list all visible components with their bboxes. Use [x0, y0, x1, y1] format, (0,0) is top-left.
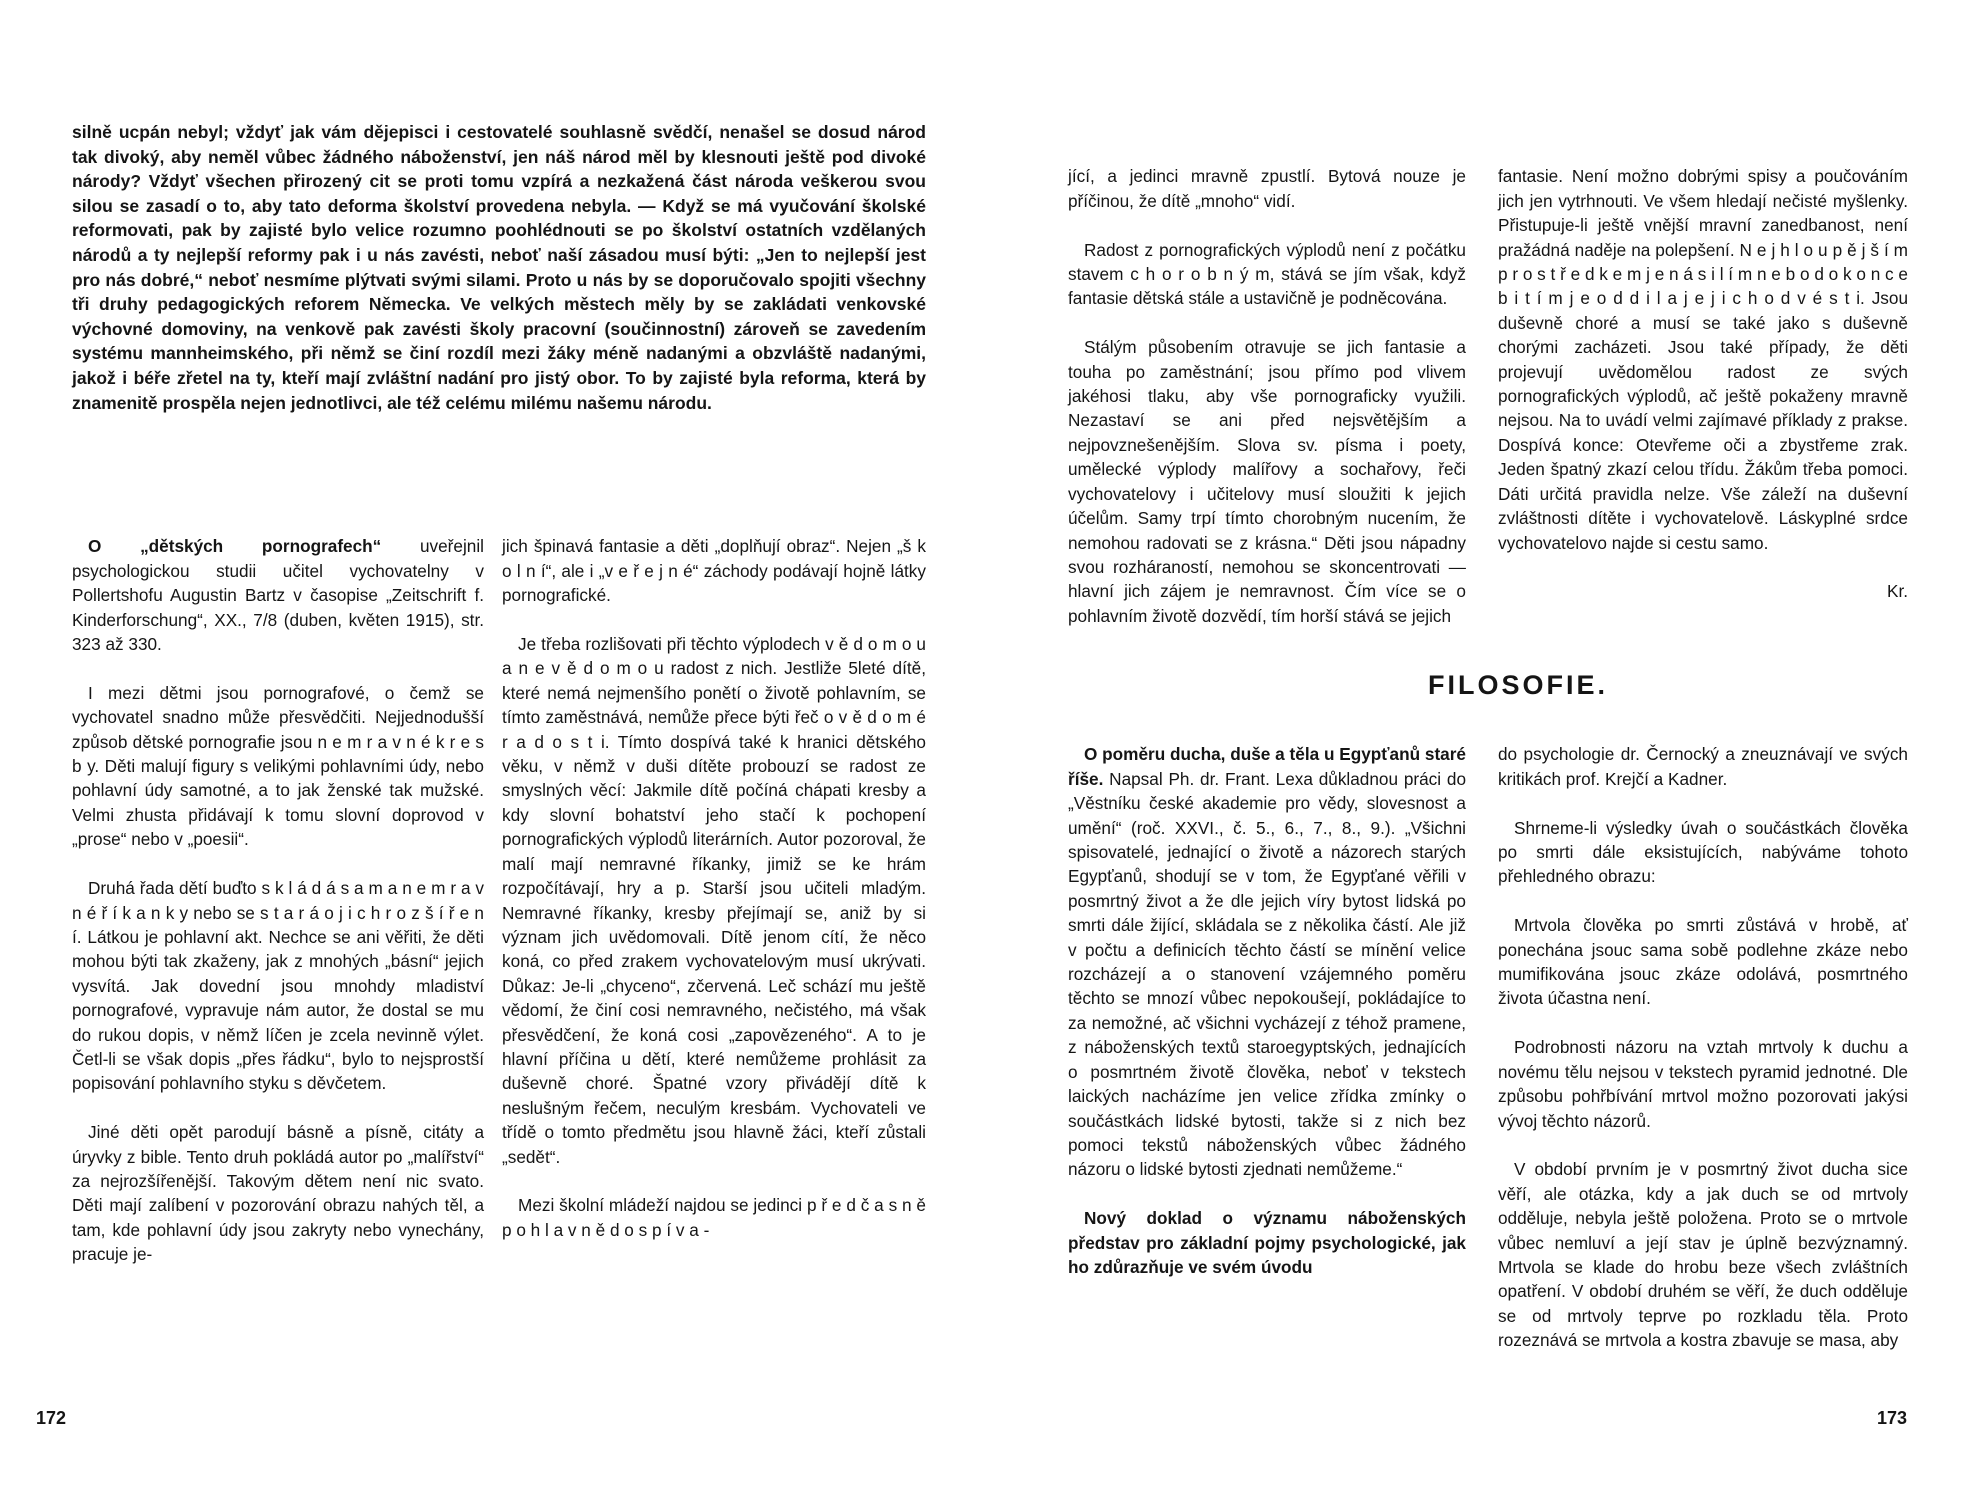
- paragraph: jící, a jedinci mravně zpustlí. Bytová nouze je příčinou, že dítě „mnoho“ vidí.: [1068, 166, 1466, 211]
- article-text: Napsal Ph. dr. Frant. Lexa důkladnou práci do „Věstníku české akademie pro vědy, slovesnost a umění“ (roč. XXVI., č. 5., 6., 7., 8., 9.). „Všichni spisovatelé, jednající o životě a názorech starých Egypťanů, shodují se v tom, že Egypťané věřili v posmrtný život a že dle jejich víry bytost lidská po smrti dále žijící, skládala se z několika částí. Ale již v počtu a definicích těchto částí se mínění velice rozcházejí a o stanovení vzájemného poměru těchto se mnozí vůbec nepokoušejí, pokládajíce to za nemožné, ač všichni vycházejí z téhož pramene, z náboženských textů staroegyptských, jednajících o posmrtném životě člověka, neboť v tekstech laických nacházíme jen velice zřídka zmínky o součástkách lidské bytosti, takže si z nich bez pomoci tekstů náboženských vůbec žádného názoru o lidské bytosti zjednati nemůžeme.“: [1068, 768, 1466, 1180]
- left-column-1: [72, 510, 484, 1291]
- paragraph: Druhá řada dětí buďto s k l á d á s a m a n e m r a v n é ř í k a n k y nebo se s t a r á o j i c h r o z š í ř e n í. Látkou je pohlavní akt. Nechce se ani věřiti, že děti mohou býti tak zkaženy, jak z mnohých „básní“ jejich vysvítá. Jak dovední jsou mnohdy mladiství pornografové, vypravuje nám autor, že dostal se mu do rukou dopis, v němž líčen je zcela nevinně výlet. Četl-li se však dopis „přes řádku“, bylo to nejsprostší popisování pohlavního styku s děvčetem.: [72, 878, 484, 1094]
- paragraph: Mrtvola člověka po smrti zůstává v hrobě, ať ponechána jsouc sama sobě podlehne zkáze nebo mumifikována jsouc zkáze odolává, posmrtného života účastna není.: [1498, 915, 1908, 1009]
- left-column-2: [502, 510, 926, 1267]
- paragraph: Je třeba rozlišovati při těchto výplodech v ě d o m o u a n e v ě d o m o u radost z nich. Jestliže 5leté dítě, které nemá nejmenšího ponětí o životě pohlavním, se tímto zaměstnává, nemůže přece býti řeč o v ě d o m é r a d o s t i. Tímto dospívá také k hranici dětského věku, v němž v duši dítěte probouzí se radost ze smyslných věcí: Jakmile dítě počíná chápati kresby a kdy slovní bohatství jeho stačí k pochopení pornografických výplodů literárních. Autor pozoroval, že malí mají nemravné říkanky, jimiž se ke hrám rozpočítávají, hry a p. Starší jsou učiteli mladým. Nemravné říkanky, kresby přejímají se, aniž by si význam jich uvědomovali. Dítě jenom cítí, že něco koná, co před zrakem vychovatelovým musí ukrývati. Důkaz: Je-li „chyceno“, zčervená. Leč schází mu ještě vědomí, že činí cosi nemravného, nečistého, má však přesvědčení, že koná cosi „zapovězeného“. A to je hlavní příčina u dětí, které nemůžeme prohlásit za duševně choré. Špatné vzory přivádějí dítě k neslušným řečem, neculým kresbám. Vychovateli ve třídě o tomto předmětu jsou hlavně žáci, kteří zůstali „sedět“.: [502, 634, 926, 1167]
- article-paragraph: [72, 534, 484, 656]
- right-column-4: [1498, 718, 1908, 1377]
- page-number: 173: [1877, 1408, 1908, 1428]
- paragraph: Radost z pornografických výplodů není z počátku stavem c h o r o b n ý m, stává se jím však, když fantasie dětská stále a ustavičně je podněcována.: [1068, 239, 1466, 309]
- page-number: 172: [36, 1408, 67, 1428]
- article-paragraph: [1068, 742, 1466, 1181]
- section-heading: FILOSOFIE.: [1428, 670, 1609, 700]
- paragraph: Shrneme-li výsledky úvah o součástkách člověka po smrti dále eksistujících, nabýváme tohoto přehledného obrazu:: [1498, 817, 1908, 887]
- intro-paragraph: silně ucpán nebyl; vždyť jak vám dějepisci i cestovatelé souhlasně svědčí, nenašel se dosud národ tak divoký, aby neměl vůbec žádného náboženství, jen náš národ měl by klesnouti ještě pod divoké národy? Vždyť všechen přirozený cit se proti tomu vzpírá a nezkažená část národa veškerou svou silou se zasadí o to, aby tato deforma školství provedena nebyla. — Když se má vyučování školské reformovati, pak by zajisté bylo velice rozumno poohlédnouti se po školství ostatních vzdělaných národů a ty nejlepší reformy pak i u nás zavésti, neboť naší zásadou musí býti: „Jen to nejlepší jest pro nás dobré,“ neboť nesmíme plýtvati svými silami. Proto u nás by se doporučovalo spojiti všechny tři druhy pedagogických reforem Německa. Ve velkých městech měly by se zakládati venkovské výchovné domoviny, na venkově pak zavésti školy pracovní (součinnostní) zároveň se zavedením systému mannheimského, při němž se činí rozdíl mezi žáky méně nadanými a obzvláště nadanými, jakož i béře zřetel na ty, kteří mají zvláštní nadání pro jistý obor. To by zajisté byla reforma, která by znamenitě prospěla nejen jednotlivci, ale též celému milému našemu národu.: [72, 122, 926, 413]
- right-column-2: [1498, 140, 1908, 628]
- signature: Kr.: [1886, 581, 1908, 602]
- article-title-bold: O poměru ducha, duše a těla u Egypťanů staré říše.: [1068, 744, 1466, 789]
- paragraph: Nový doklad o významu náboženských představ pro základní pojmy psychologické, jak ho zdůrazňuje ve svém úvodu: [1068, 1208, 1466, 1277]
- paragraph: fantasie. Není možno dobrými spisy a poučováním jich jen vytrhnouti. Ve všem hledají nečisté myšlenky. Přistupuje-li ještě vnější mravní zanedbanost, není pražádná naděje na polepšení. N e j h l o u p ě j š í m p r o s t ř e d k e m j e n á s i l í m n e b o d o k o n c e b i t í m j e o d d i l a j e j i c h o d v é s t i. Jsou duševně choré a musí se také jako s duševně chorými zacházeti. Jsou také případy, že děti projevují uvědomělou radost ze svých pornografických výplodů, ač ještě pokaženy mravně nejsou. Na to uvádí velmi zajímavé příklady z prakse. Dospívá konce: Otevřeme oči a zbystřeme zrak. Jeden špatný zkazí celou třídu. Žákům třeba pomoci. Dáti určitá pravidla nelze. Vše záleží na duševní zvláštnosti dítěte i vychovatelově. Láskyplné srdce vychovatelovo najde si cestu samo.: [1498, 166, 1908, 553]
- paragraph: V období prvním je v posmrtný život ducha sice věří, ale otázka, kdy a jak duch se od mrtvoly odděluje, nebyla ještě položena. Proto se o mrtvole vůbec nemluví a její stav je úplně bezvýznamný. Mrtvola se klade do hrobu beze všech zvláštních opatření. V období druhém se věří, že duch odděluje se od mrtvoly teprve po rozkladu těla. Proto rozeznává se mrtvola a kostra zbavuje se masa, aby: [1498, 1159, 1908, 1351]
- paragraph: Mezi školní mládeží najdou se jedinci p ř e d č a s n ě p o h l a v n ě d o s p í v a -: [502, 1195, 926, 1240]
- article-title-bold: O „dětských pornografech“: [88, 536, 382, 557]
- paragraph: Podrobnosti názoru na vztah mrtvoly k duchu a novému tělu nejsou v tekstech pyramid jednotné. Dle způsobu pohřbívání mrtvol možno pozorovati jakýsi vývoj těchto názorů.: [1498, 1037, 1908, 1131]
- right-page: [985, 0, 1970, 1500]
- paragraph: Stálým působením otravuje se jich fantasie a touha po zaměstnání; jsou přímo pod vlivem jakéhosi tlaku, aby vše pornograficky využili. Nezastaví se ani před nejsvětějším a nejpovznešenějším. Slova sv. písma i poety, umělecké výplody malířovy a sochařovy, řeči vychovatelovy i učitelovy musí sloužiti k jejich účelům. Samy trpí tímto chorobným nucením, že nemohou radovati se z krásna.“ Děti jsou nápadny svou rozháraností, nemohou se skoncentrovati — hlavní jich zájem je nemravnost. Čím více se o pohlavním životě dozvědí, tím horší stává se jejich: [1068, 337, 1466, 626]
- paragraph: do psychologie dr. Černocký a zneuznávají ve svých kritikách prof. Krejčí a Kadner.: [1498, 744, 1908, 789]
- paragraph: I mezi dětmi jsou pornografové, o čemž se vychovatel snadno může přesvědčiti. Nejjednodušší způsob dětské pornografie jsou n e m r a v n é k r e s b y. Děti malují figury s velikými pohlavními údy, nebo pohlavní údy samotné, a to jak ženské tak mužské. Velmi zhusta přidávají k tomu slovní doprovod v „prose“ nebo v „poesii“.: [72, 682, 484, 850]
- right-column-1: [1068, 140, 1466, 653]
- paragraph: Jiné děti opět parodují básně a písně, citáty a úryvky z bible. Tento druh pokládá autor po „malířství“ za nejrozšířenější. Takovým dětem není nic svato. Děti mají zalíbení v pozorování obrazu nahých těl, a tam, kde pohlavní údy jsou zakryty nebo vynechány, pracuje je-: [72, 1122, 484, 1265]
- right-column-3: [1068, 718, 1466, 1304]
- article-text: uveřejnil psychologickou studii učitel vychovatelny v Pollertshofu Augustin Bartz v časopise „Zeitschrift f. Kinderforschung“, XX., 7/8 (duben, květen 1915), str. 323 až 330.: [72, 536, 484, 655]
- paragraph: jich špinavá fantasie a děti „doplňují obraz“. Nejen „š k o l n í“, ale i „v e ř e j n é“ záchody podávají hojně látky pornografické.: [502, 536, 926, 606]
